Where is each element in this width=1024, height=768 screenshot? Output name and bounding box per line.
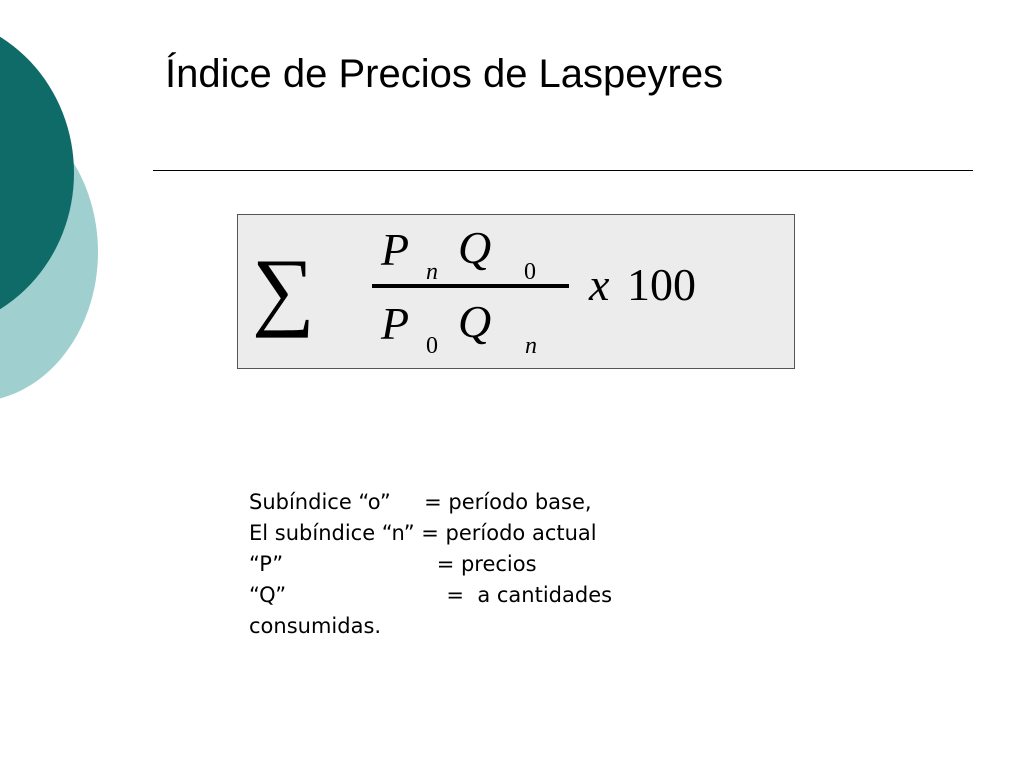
denominator-quantity: Q bbox=[458, 296, 492, 347]
multiplication-sign: x bbox=[589, 259, 610, 310]
legend-line-base-period: Subíndice “o” = período base, bbox=[249, 490, 592, 514]
denominator-price-subscript: 0 bbox=[426, 333, 438, 359]
legend-line-current-period: El subíndice “n” = período actual bbox=[249, 521, 597, 545]
numerator-quantity-subscript: 0 bbox=[524, 259, 536, 285]
numerator-price-subscript: n bbox=[426, 259, 438, 285]
legend-line-quantities: “Q” = a cantidades bbox=[249, 583, 613, 607]
numerator-price: P bbox=[381, 224, 410, 275]
denominator-quantity-subscript: n bbox=[525, 333, 537, 359]
formula-box bbox=[237, 214, 795, 369]
formula-legend bbox=[249, 487, 729, 642]
legend-line-prices: “P” = precios bbox=[249, 552, 537, 576]
formula bbox=[238, 215, 794, 368]
legend-line-consumed: consumidas. bbox=[249, 614, 382, 638]
title-divider bbox=[153, 170, 973, 171]
summation-symbol: ∑ bbox=[252, 242, 315, 339]
multiplier-value: 100 bbox=[627, 259, 696, 310]
denominator-price: P bbox=[381, 298, 410, 349]
numerator-quantity: Q bbox=[458, 222, 492, 273]
slide-title: Índice de Precios de Laspeyres bbox=[165, 52, 724, 96]
